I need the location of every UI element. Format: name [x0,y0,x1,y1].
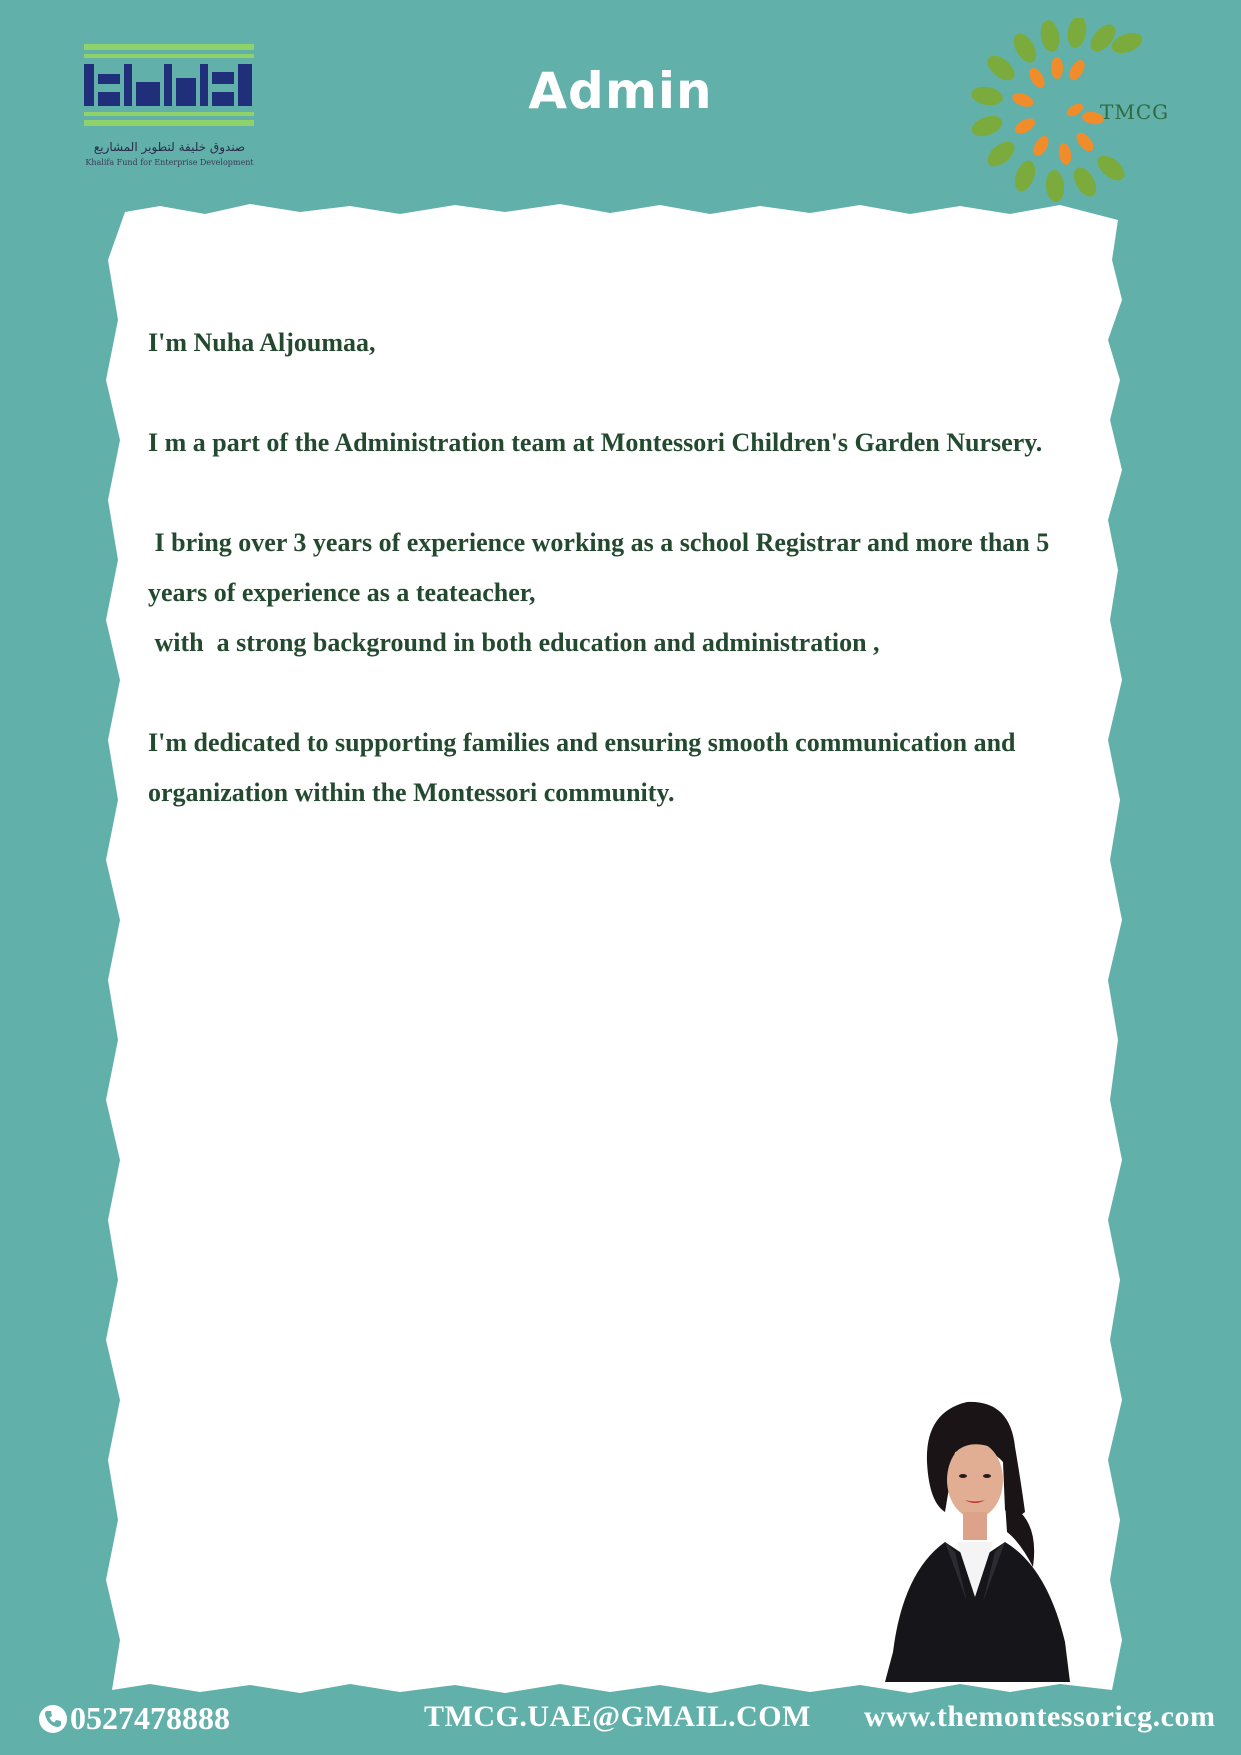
letter-body [148,318,1078,868]
page-title: Admin [528,62,713,120]
tmcg-logo-text: TMCG [1100,100,1170,124]
greeting: I'm Nuha Aljoumaa, [148,328,376,357]
khalifa-english-name: Khalifa Fund for Enterprise Development [85,158,254,167]
phone-number: 0527478888 [70,1700,230,1736]
phone-icon [38,1704,68,1734]
paragraph-experience: I bring over 3 years of experience working as a school Registrar and more than 5 years of experience as a teateacher, [148,528,1056,607]
khalifa-arabic-name: صندوق خليفة لتطوير المشاريع [93,140,246,154]
portrait-photo [875,1392,1075,1682]
footer-phone[interactable] [38,1700,230,1737]
paragraph-intro: I m a part of the Administration team at Montessori Children's Garden Nursery. [148,428,1043,457]
paragraph-dedication: I'm dedicated to supporting families and ensuring smooth communication and organization within the Montessori community. [148,728,1016,807]
paragraph-background: with a strong background in both education and administration , [148,628,880,657]
footer-website-link[interactable]: www.themontessoricg.com [864,1700,1216,1733]
footer-email-link[interactable]: TMCG.UAE@GMAIL.COM [424,1700,811,1733]
